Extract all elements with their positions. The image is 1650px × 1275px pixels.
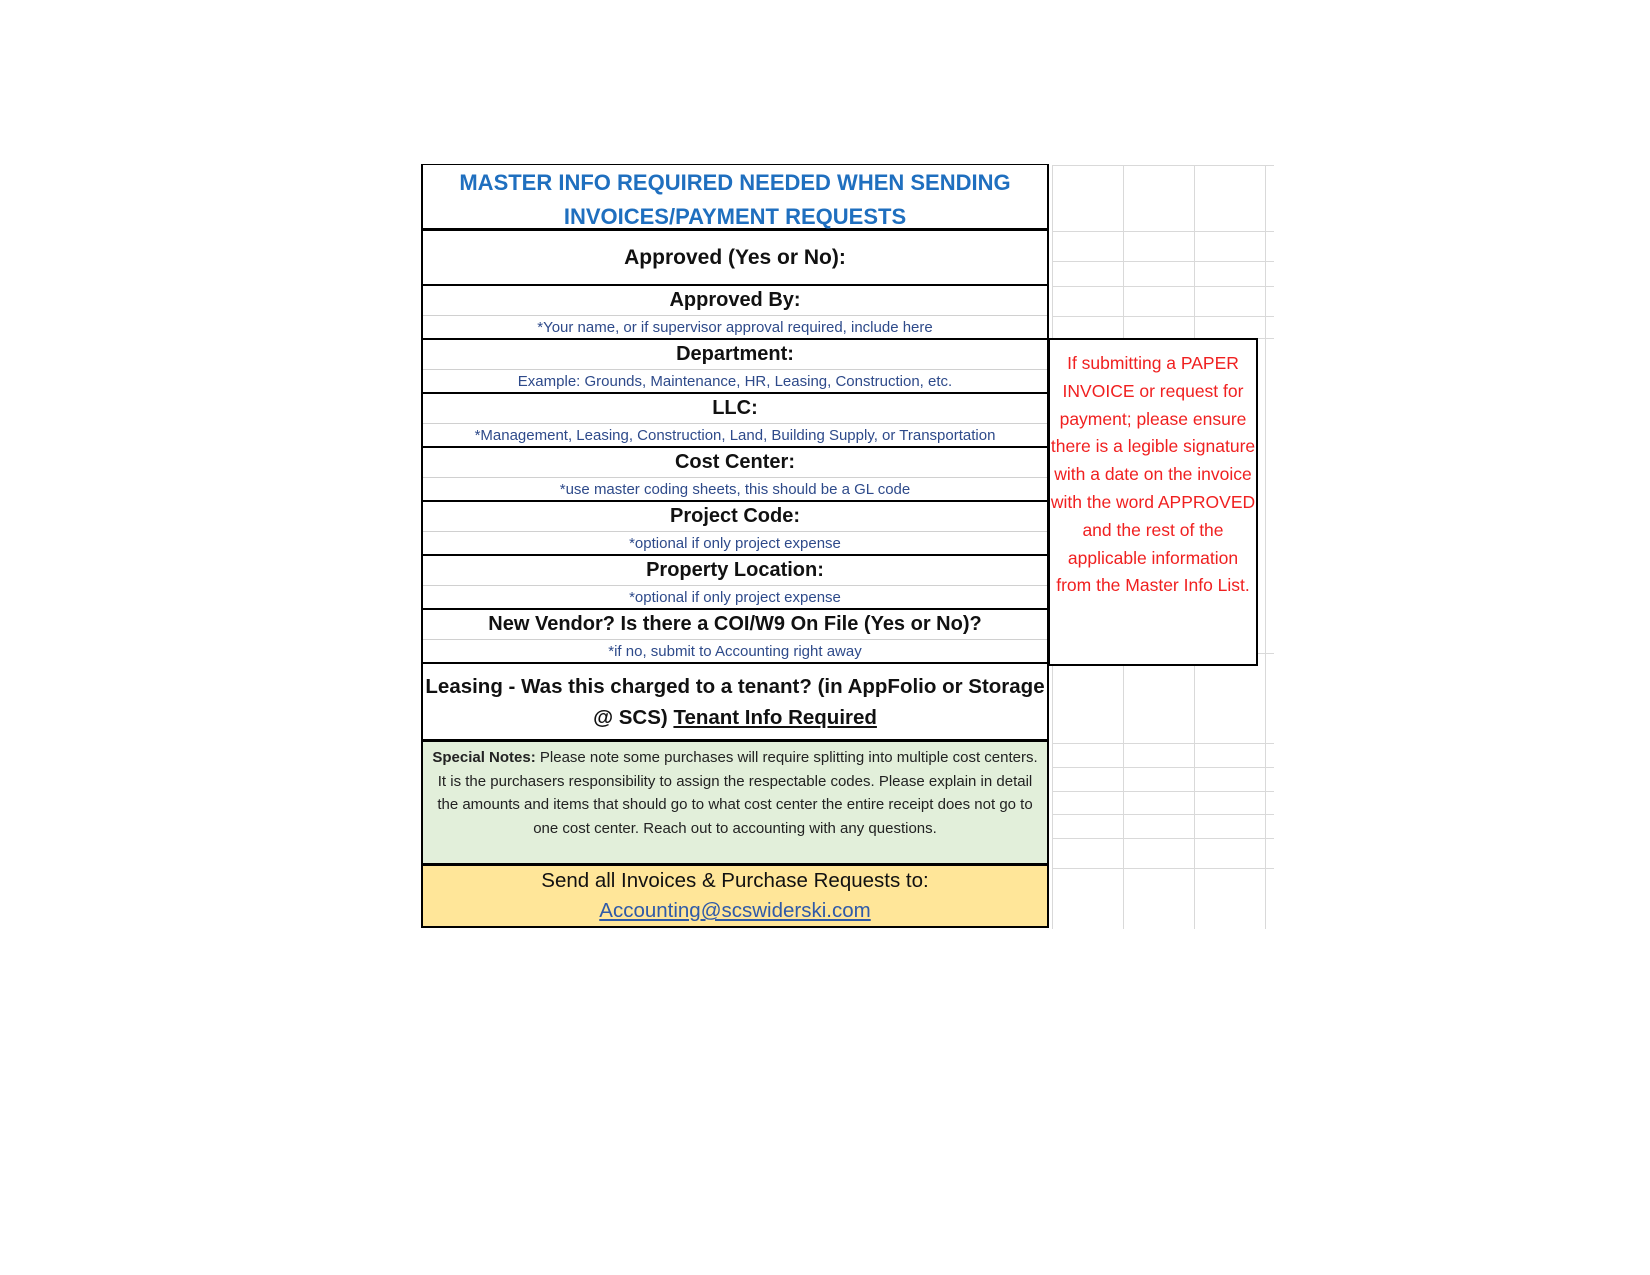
approved-label: Approved (Yes or No): (624, 245, 846, 269)
send-to-section (423, 866, 1047, 926)
field-hint: *optional if only project expense (629, 588, 841, 606)
field-hint: *Your name, or if supervisor approval required, include here (537, 318, 933, 336)
form-title (423, 165, 1047, 231)
field-department (423, 340, 1047, 394)
paper-invoice-note-text: If submitting a PAPER INVOICE or request for payment; please ensure there is a legible signature with a date on the invoice with the word APPROVED and the rest of the applicable information from the Master Info List. (1050, 353, 1256, 596)
field-new-vendor (423, 610, 1047, 664)
leasing-line-1: Leasing - Was this charged to a tenant? (in AppFolio or Storage (425, 675, 1045, 698)
special-notes-label: Special Notes: (432, 749, 536, 766)
field-project-code (423, 502, 1047, 556)
field-label: New Vendor? Is there a COI/W9 On File (Yes or No)? (423, 610, 1047, 640)
field-hint: *optional if only project expense (629, 534, 841, 552)
field-label: LLC: (423, 394, 1047, 424)
title-line-2: INVOICES/PAYMENT REQUESTS (563, 204, 907, 229)
field-label: Cost Center: (423, 448, 1047, 478)
master-info-form (421, 164, 1049, 928)
field-hint: Example: Grounds, Maintenance, HR, Leasing, Construction, etc. (517, 372, 953, 390)
field-label: Approved By: (423, 286, 1047, 316)
leasing-line-2-prefix: @ SCS) (593, 706, 674, 729)
accounting-email-link[interactable]: Accounting@scswiderski.com (599, 899, 871, 922)
paper-invoice-note (1047, 338, 1258, 666)
title-line-1: MASTER INFO REQUIRED NEEDED WHEN SENDING (459, 170, 1011, 195)
approved-field[interactable] (423, 231, 1047, 286)
field-llc (423, 394, 1047, 448)
field-hint: *Management, Leasing, Construction, Land, Building Supply, or Transportation (474, 426, 996, 444)
field-approved-by (423, 286, 1047, 340)
field-cost-center (423, 448, 1047, 502)
leasing-question (423, 664, 1047, 742)
tenant-info-required: Tenant Info Required (673, 706, 877, 729)
special-notes-text: Please note some purchases will require splitting into multiple cost centers. It is the purchasers responsibility to assign the respectable codes. Please explain in detail the amounts and items that should go to what cost center the entire receipt does not go to one cost center. Reach out to accounting with any questions. (437, 749, 1038, 837)
field-hint: *use master coding sheets, this should be a GL code (559, 480, 911, 498)
special-notes (423, 742, 1047, 866)
send-to-label: Send all Invoices & Purchase Requests to: (541, 869, 929, 892)
field-label: Property Location: (423, 556, 1047, 586)
field-label: Department: (423, 340, 1047, 370)
field-property-location (423, 556, 1047, 610)
leasing-line-2 (423, 702, 1047, 733)
field-label: Project Code: (423, 502, 1047, 532)
field-hint: *if no, submit to Accounting right away (608, 642, 862, 660)
